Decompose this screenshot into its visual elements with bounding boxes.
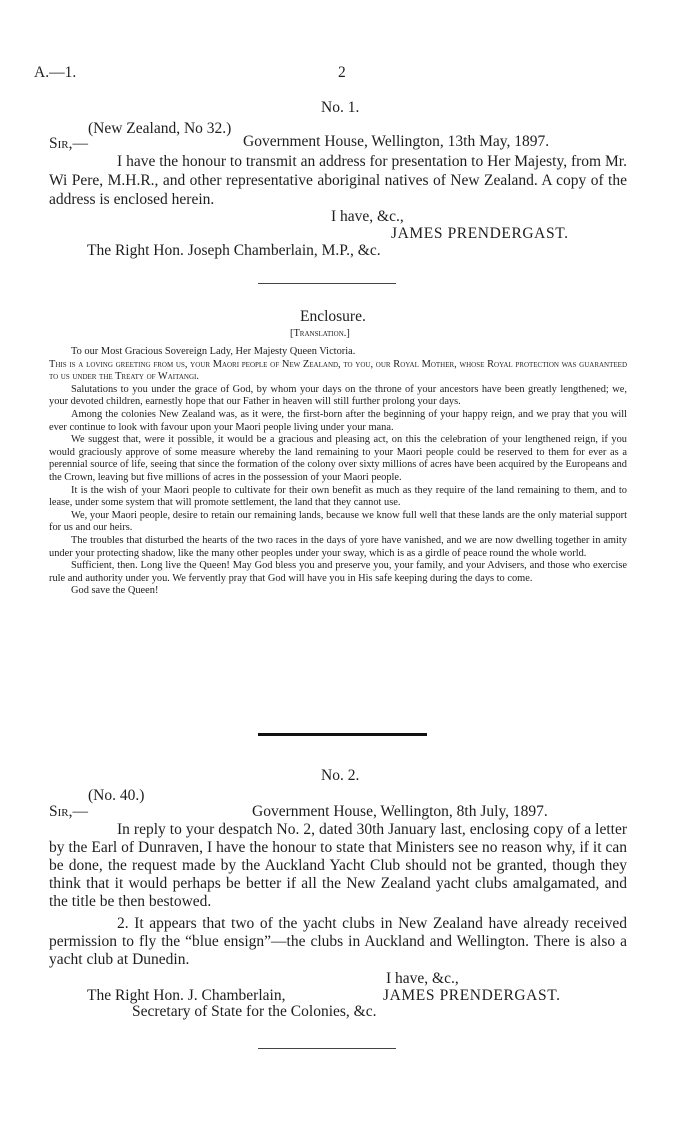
- section-divider: [258, 283, 396, 284]
- enclosure-paragraph: It is the wish of your Maori people to cultivate for their own benefit as much as they require of the land remaining to them, and to lease, under some system that will promote settlement, the land that they cannot use.: [49, 484, 627, 509]
- enclosure-paragraph: Among the colonies New Zealand was, as it were, the first-born after the beginning of your happy reign, and we pray that you will ever continue to look with favour upon your Maori people living under your mana.: [49, 408, 627, 433]
- page-number: 2: [338, 64, 346, 81]
- letter1-closing: I have, &c.,: [331, 208, 404, 225]
- letter1-signature: JAMES PRENDERGAST.: [391, 225, 569, 242]
- enclosure-paragraph: God save the Queen!: [71, 585, 159, 597]
- letter2-signature: JAMES PRENDERGAST.: [383, 987, 561, 1004]
- enclosure-title: Enclosure.: [300, 308, 366, 325]
- enclosure-paragraph: [49, 359, 627, 384]
- enclosure-paragraph: The troubles that disturbed the hearts of the two races in the days of yore have vanished, and we are now dwelling together in amity under your protecting shadow, like the many other peoples under your sway, which is as a girdle of peace round the whole world.: [49, 534, 627, 559]
- letter2-place-date: Government House, Wellington, 8th July, 1897.: [252, 803, 548, 820]
- letter1-salutation: Sir,—: [49, 135, 88, 152]
- letter2-closing: I have, &c.,: [386, 970, 459, 987]
- enclosure-paragraph: Sufficient, then. Long live the Queen! May God bless you and preserve you, your family, and your Advisers, and those who exercise rule and authority under you. We fervently pray that God will have you in His safe keeping during the days to come.: [49, 560, 627, 584]
- page-reference: A.—1.: [34, 64, 77, 81]
- enclosure-paragraph: We, your Maori people, desire to retain our remaining lands, because we know full well that these lands are the only material support for us and our heirs.: [49, 509, 627, 534]
- enclosure-subtitle: [Translation.]: [290, 328, 350, 339]
- letter1-number: No. 1.: [321, 99, 360, 116]
- letter2-paragraph-1: In reply to your despatch No. 2, dated 30th January last, enclosing copy of a letter by the Earl of Dunraven, I have the honour to state that Ministers see no reason why, if it can be done, the request made by the Auckland Yacht Club should not be granted, though they think that it would perhaps be better if all the New Zealand yacht clubs amalgamated, and the title be then bestowed.: [49, 821, 627, 910]
- section-divider: [258, 1048, 396, 1049]
- letter1-body: I have the honour to transmit an address for presentation to Her Majesty, from Mr. Wi Pere, M.H.R., and other representative aboriginal natives of New Zealand. A copy of the address is enclosed herein.: [49, 153, 627, 208]
- letter2-number: No. 2.: [321, 767, 360, 784]
- section-divider-thick: [258, 733, 427, 736]
- letter1-despatch: (New Zealand, No 32.): [88, 120, 232, 137]
- letter2-salutation: Sir,—: [49, 803, 88, 820]
- letter1-place-date: Government House, Wellington, 13th May, 1897.: [243, 133, 550, 150]
- enclosure-paragraph-text: This is a loving greeting from us, your Maori people of New Zealand, to you, our Royal Mother, whose Royal protection was guaranteed to us under the Treaty of Waitangi.: [49, 358, 627, 383]
- letter2-paragraph-2: 2. It appears that two of the yacht clubs in New Zealand have already received permission to fly the “blue ensign”—the clubs in Auckland and Wellington. There is also a yacht club at Dunedin.: [49, 915, 627, 968]
- letter2-despatch: (No. 40.): [88, 787, 145, 804]
- enclosure-paragraph: To our Most Gracious Sovereign Lady, Her Majesty Queen Victoria.: [71, 346, 356, 357]
- enclosure-text: [49, 346, 627, 598]
- letter1-addressee: The Right Hon. Joseph Chamberlain, M.P., &c.: [87, 242, 381, 259]
- enclosure-paragraph: We suggest that, were it possible, it would be a gracious and pleasing act, on this the celebration of your lengthened reign, if you would graciously approve of some measure whereby the land remaining to your Maori people could be reserved to them for ever as a perennial source of life, seeing that since the formation of the colony over sixty millions of acres have been acquired by the Europeans and the Crown, leaving but five millions of acres in the possession of your Maori people.: [49, 434, 627, 483]
- enclosure-paragraph: Salutations to you under the grace of God, by whom your days on the throne of your ancestors have been greatly lengthened; we, your devoted children, earnestly hope that our Father in heaven will still further prolong your days.: [49, 383, 627, 408]
- letter2-addressee: The Right Hon. J. Chamberlain,: [87, 987, 286, 1004]
- letter2-addressee-title: Secretary of State for the Colonies, &c.: [132, 1003, 377, 1020]
